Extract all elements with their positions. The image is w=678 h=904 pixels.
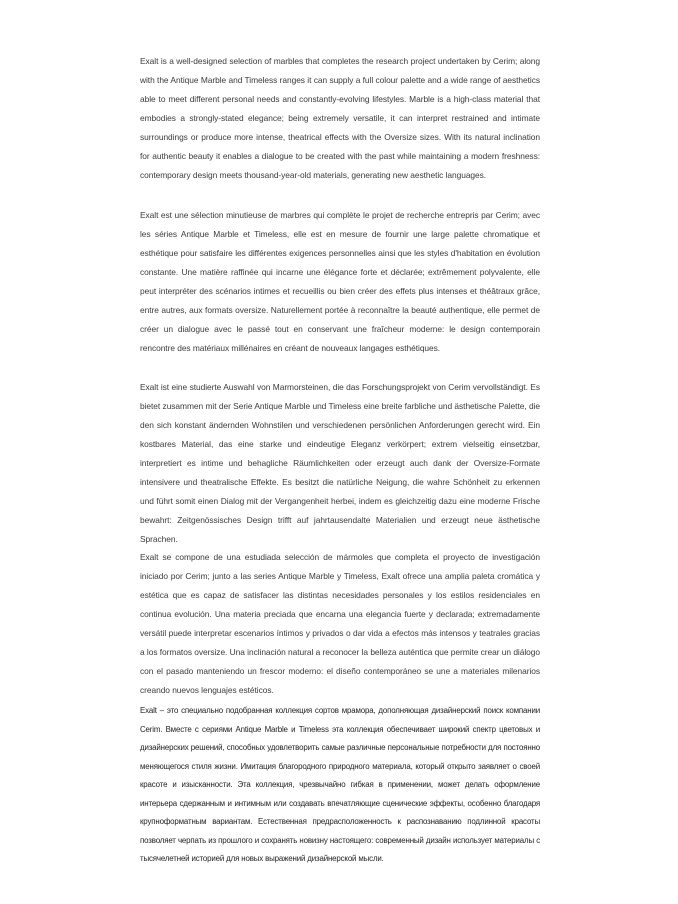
paragraph-spanish: Exalt se compone de una estudiada selección de mármoles que completa el proyecto de investigación iniciado por Cerim; junto a las series Antique Marble y Timeless, Exalt ofrece una amplia paleta cromática y estética que es capaz de satisfacer las distintas necesidades personales y los estilos residenciales en continua evolución. Una materia preciada que encarna una elegancia fuerte y declarada; extremadamente versátil puede interpretar escenarios íntimos y privados o dar vida a efectos más intensos y teatrales gracias a los formatos oversize. Una inclinación natural a reconocer la belleza auténtica que permite crear un diálogo con el pasado manteniendo un frescor moderno: el diseño contemporáneo se une a materiales milenarios creando nuevos lenguajes estéticos.	[140, 552, 540, 695]
paragraph-german: Exalt ist eine studierte Auswahl von Marmorsteinen, die das Forschungsprojekt von Cerim vervollständigt. Es bietet zusammen mit der Serie Antique Marble und Timeless eine breite farbliche und ästhetische Palette, die den sich konstant ändernden Wohnstilen und verschiedenen persönlichen Anforderungen gerecht wird. Ein kostbares Material, das eine starke und eindeutige Eleganz verkörpert; extrem vielseitig einsetzbar, interpretiert es intime und behagliche Räumlichkeiten oder erzeugt auch dank der Oversize-Formate intensivere und theatralische Effekte. Es besitzt die natürliche Neigung, die wahre Schönheit zu erkennen und führt somit einen Dialog mit der Vergangenheit herbei, indem es gleichzeitig dazu eine moderne Frische bewahrt: Zeitgenössisches Design trifft auf jahrtausendalte Materialien und erzeugt neue ästhetische Sprachen.	[140, 382, 540, 544]
paragraph-english: Exalt is a well-designed selection of marbles that completes the research project undertaken by Cerim; along with the Antique Marble and Timeless ranges it can supply a full colour palette and a wide range of aesthetics able to meet different personal needs and constantly-evolving lifestyles. Marble is a high-class material that embodies a strongly-stated elegance; being extremely versatile, it can interpret restrained and intimate surroundings or produce more intense, theatrical effects with the Oversize sizes. With its natural inclination for authentic beauty it enables a dialogue to be created with the past while maintaining a modern freshness: contemporary design meets thousand-year-old materials, generating new aesthetic languages.	[140, 56, 540, 180]
paragraph-russian: Exalt – это специально подобранная коллекция сортов мрамора, дополняющая дизайнерский поиск компании Cerim. Вместе с сериями Antique Marble и Timeless эта коллекция обеспечивает широкий спектр цветовых и дизайнерских решений, способных удовлетворить самые различные персональные потребности для постоянно меняющегося стиля жизни. Имитация благородного природного материала, который открыто заявляет о своей красоте и изысканности. Эта коллекция, чрезвычайно гибкая в применении, может делать оформление интерьера сдержанным и интимным или создавать впечатляющие сценические эффекты, особенно благодаря крупноформатным вариантам. Естественная предрасположенность к распознаванию подлинной красоты позволяет черпать из прошлого и сохранять новизну настоящего: современный дизайн использует материалы с тысячелетней историей для новых выражений дизайнерской мысли.	[140, 706, 540, 863]
paragraph-french: Exalt est une sélection minutieuse de marbres qui complète le projet de recherche entrepris par Cerim; avec les séries Antique Marble et Timeless, elle est en mesure de fournir une large palette chromatique et esthétique pour satisfaire les différentes exigences personnelles ainsi que les styles d'habitation en évolution constante. Une matière raffinée qui incarne une élégance forte et déclarée; extrêmement polyvalente, elle peut interpréter des scénarios intimes et recueillis ou bien créer des effets plus intenses et théâtraux grâce, entre autres, aux formats oversize. Naturellement portée à reconnaître la beauté authentique, elle permet de créer un dialogue avec le passé tout en conservant une fraîcheur moderne: le design contemporain rencontre des matériaux millénaires en créant de nouveaux langages esthétiques.	[140, 210, 540, 353]
